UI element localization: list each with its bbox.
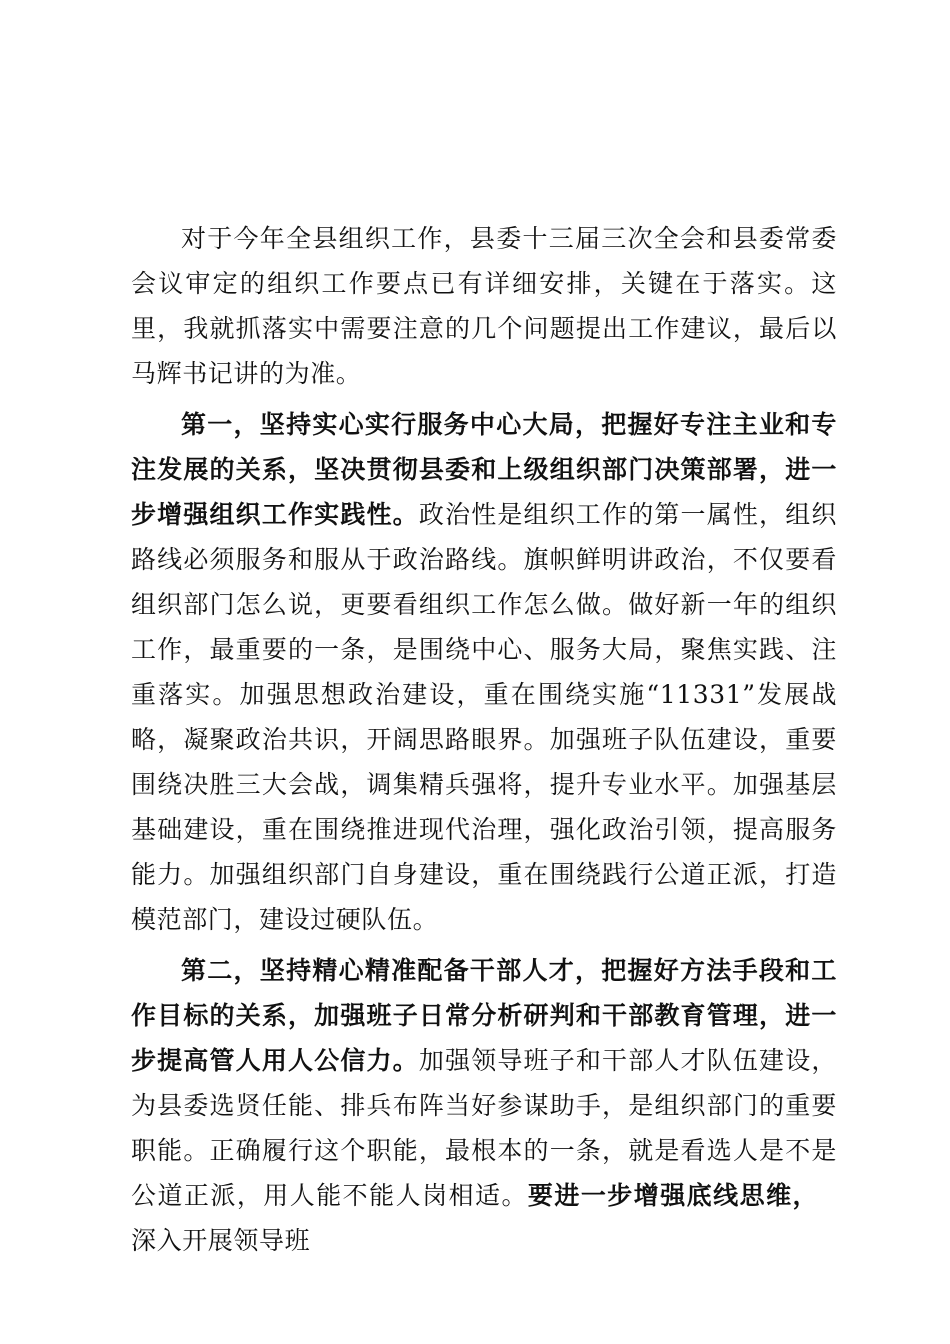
paragraph-first-point-heading: 第一，坚持实心实行服务中心大局，把握好专注主业和专注发展的关系，坚决贯彻县委和上级组织部门决策部署，进一步增强组织工作实践性。: [131, 410, 837, 529]
paragraph-first-point-text: 政治性是组织工作的第一属性，组织路线必须服务和服从于政治路线。旗帜鲜明讲政治，不仅要看组织部门怎么说，更要看组织工作怎么做。做好新一年的组织工作，最重要的一条，是围绕中心、服务大局，聚焦实践、注重落实。加强思想政治建设，重在围绕实施“11331”发展战略，凝聚政治共识，开阔思路眼界。加强班子队伍建设，重要围绕决胜三大会战，调集精兵强将，提升专业水平。加强基层基础建设，重在围绕推进现代治理，强化政治引领，提高服务能力。加强组织部门自身建设，重在围绕践行公道正派，打造模范部门，建设过硬队伍。: [131, 500, 837, 934]
paragraph-second-point-subheading: 要进一步增强底线思维，: [527, 1181, 819, 1210]
paragraph-intro: [131, 216, 837, 396]
paragraph-intro-text: 对于今年全县组织工作，县委十三届三次全会和县委常委会议审定的组织工作要点已有详细安排，关键在于落实。这里，我就抓落实中需要注意的几个问题提出工作建议，最后以马辉书记讲的为准。: [131, 224, 837, 388]
paragraph-second-point-tail: 深入开展领导班: [131, 1226, 311, 1255]
paragraph-second-point-heading: 第二，坚持精心精准配备干部人才，把握好方法手段和工作目标的关系，加强班子日常分析研判和干部教育管理，进一步提高管人用人公信力。: [131, 956, 837, 1075]
document-body: [131, 216, 837, 1263]
paragraph-first-point: [131, 402, 837, 942]
paragraph-second-point-text: 加强领导班子和干部人才队伍建设，为县委选贤任能、排兵布阵当好参谋助手，是组织部门的重要职能。正确履行这个职能，最根本的一条，就是看选人是不是公道正派，用人能不能人岗相适。: [131, 1046, 837, 1210]
paragraph-second-point: [131, 948, 837, 1263]
